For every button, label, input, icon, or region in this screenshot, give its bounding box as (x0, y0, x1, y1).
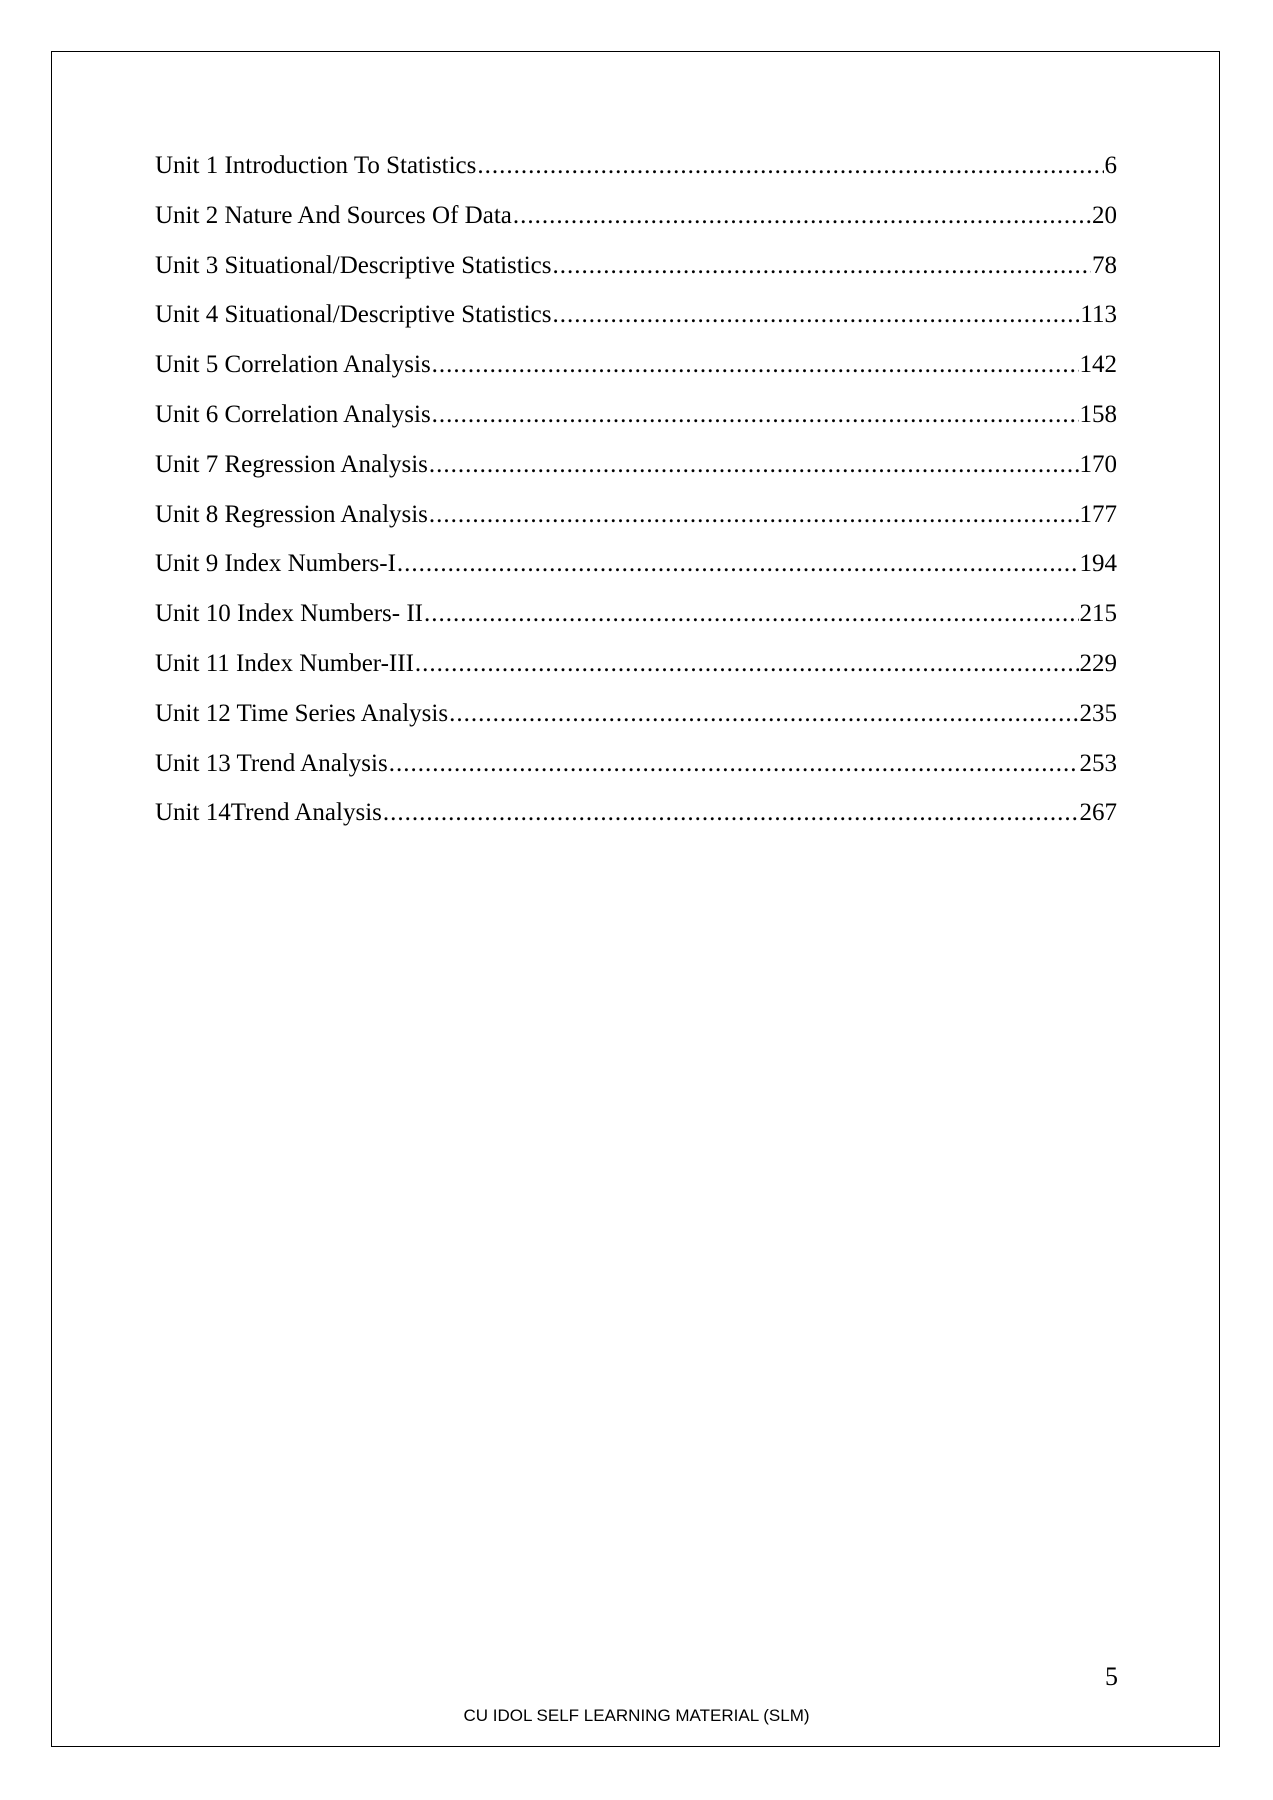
toc-entry-title: Unit 5 Correlation Analysis (155, 351, 431, 379)
toc-entry-title: Unit 10 Index Numbers- II (155, 600, 423, 628)
toc-entry-title: Unit 2 Nature And Sources Of Data (155, 201, 512, 229)
toc-entry-title: Unit 8 Regression Analysis (155, 500, 428, 528)
toc-entry-page: 170 (1079, 450, 1117, 478)
dot-leader (432, 401, 1079, 429)
toc-entry-page: 267 (1079, 799, 1117, 827)
toc-entry-page: 6 (1104, 152, 1117, 179)
toc-entry-title: Unit 13 Trend Analysis (155, 749, 388, 777)
dot-leader (389, 750, 1079, 778)
toc-entry-title: Unit 1 Introduction To Statistics (155, 152, 477, 179)
toc-entry-title: Unit 11 Index Number-III (155, 649, 414, 677)
dot-leader (552, 252, 1091, 280)
dot-leader (477, 152, 1103, 180)
dot-leader (429, 501, 1079, 529)
dot-leader (424, 600, 1079, 628)
toc-entry-page: 194 (1079, 550, 1117, 578)
toc-entry-page: 177 (1079, 500, 1117, 528)
toc-entry-page: 158 (1079, 400, 1117, 428)
toc-entry-title: Unit 9 Index Numbers-I (155, 550, 396, 578)
toc-entry[interactable] (155, 351, 1117, 401)
dot-leader (429, 451, 1079, 479)
footer: CU IDOL SELF LEARNING MATERIAL (SLM) (463, 1706, 810, 1725)
toc-entry-page: 235 (1079, 699, 1117, 727)
toc-entry-title: Unit 3 Situational/Descriptive Statistics (155, 251, 552, 279)
toc-entry-title: Unit 7 Regression Analysis (155, 450, 428, 478)
toc-entry[interactable] (155, 252, 1117, 302)
dot-leader (383, 799, 1079, 827)
toc-entry-title: Unit 12 Time Series Analysis (155, 699, 449, 727)
toc-entry[interactable] (155, 750, 1117, 800)
dot-leader (449, 700, 1078, 728)
dot-leader (432, 351, 1079, 379)
toc-entry[interactable] (155, 799, 1117, 849)
toc-entry[interactable] (155, 202, 1117, 252)
toc-entry[interactable] (155, 501, 1117, 551)
toc-entry[interactable] (155, 152, 1117, 202)
dot-leader (397, 550, 1079, 578)
toc-entry-page: 142 (1079, 351, 1117, 379)
toc-entry[interactable] (155, 451, 1117, 501)
toc-entry-page: 78 (1092, 251, 1117, 279)
toc-entry-title: Unit 6 Correlation Analysis (155, 400, 431, 428)
toc-entry-title: Unit 4 Situational/Descriptive Statistics (155, 301, 552, 329)
table-of-contents (155, 152, 1117, 849)
dot-leader (513, 202, 1091, 230)
toc-entry[interactable] (155, 650, 1117, 700)
toc-entry-title: Unit 14Trend Analysis (155, 799, 382, 827)
toc-entry[interactable] (155, 700, 1117, 750)
toc-entry-page: 253 (1079, 749, 1117, 777)
toc-entry-page: 215 (1079, 600, 1117, 628)
dot-leader (552, 301, 1079, 329)
toc-entry-page: 20 (1092, 201, 1117, 229)
toc-entry[interactable] (155, 600, 1117, 650)
toc-entry[interactable] (155, 550, 1117, 600)
page-number: 5 (1105, 1662, 1118, 1691)
toc-entry-page: 113 (1080, 301, 1117, 329)
toc-entry[interactable] (155, 401, 1117, 451)
toc-entry[interactable] (155, 301, 1117, 351)
toc-entry-page: 229 (1079, 649, 1117, 677)
dot-leader (415, 650, 1079, 678)
